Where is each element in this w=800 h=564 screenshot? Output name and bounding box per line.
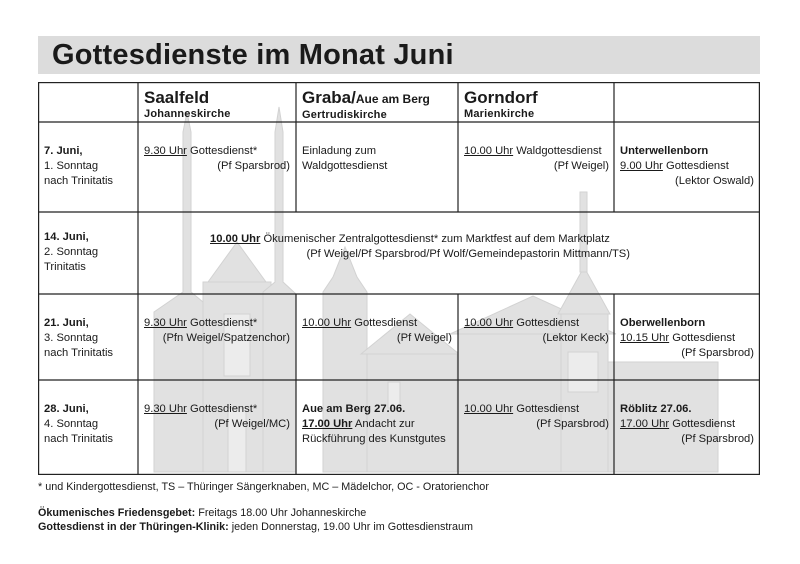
row2-joint-service: 10.00 Uhr Ökumenischer Zentralgottesdienst* zum Marktfest auf dem Marktplatz (Pf Weigel/Pf Sparsbrod/Pf Wolf/Gemeindepastorin Mittmann/TS)	[210, 233, 630, 260]
row1-gorndorf: 10.00 Uhr Waldgottesdienst (Pf Weigel)	[464, 145, 609, 172]
row4-gorndorf: 10.00 Uhr Gottesdienst (Pf Sparsbrod)	[464, 403, 609, 430]
page-title: Gottesdienste im Monat Juni	[52, 39, 454, 71]
note-friedensgebet: Ökumenisches Friedensgebet: Freitags 18.00 Uhr Johanneskirche	[38, 507, 367, 519]
row3-saalfeld: 9.30 Uhr Gottesdienst* (Pfn Weigel/Spatzenchor)	[144, 317, 290, 344]
row4-graba: Aue am Berg 27.06. 17.00 Uhr Andacht zur Rückführung des Kunstgutes	[302, 403, 446, 445]
header-graba: Graba/Aue am Berg Gertrudiskirche	[302, 88, 430, 121]
row4-saalfeld: 9.30 Uhr Gottesdienst* (Pf Weigel/MC)	[144, 403, 290, 430]
schedule-table	[38, 82, 760, 475]
header-gorndorf: Gorndorf Marienkirche	[464, 88, 538, 120]
row1-extra: Unterwellenborn 9.00 Uhr Gottesdienst (Lektor Oswald)	[620, 145, 754, 187]
row3-extra: Oberwellenborn 10.15 Uhr Gottesdienst (Pf Sparsbrod)	[620, 317, 754, 359]
row2-date: 14. Juni, 2. Sonntag Trinitatis	[44, 231, 99, 273]
row1-graba: Einladung zum Waldgottesdienst	[302, 145, 388, 172]
row1-saalfeld: 9.30 Uhr Gottesdienst* (Pf Sparsbrod)	[144, 145, 290, 172]
note-klinik: Gottesdienst in der Thüringen-Klinik: jeden Donnerstag, 19.00 Uhr im Gottesdienstraum	[38, 521, 474, 533]
row3-gorndorf: 10.00 Uhr Gottesdienst (Lektor Keck)	[464, 317, 609, 344]
row1-date: 7. Juni, 1. Sonntag nach Trinitatis	[44, 145, 114, 187]
header-saalfeld: Saalfeld Johanneskirche	[144, 88, 231, 120]
row4-extra: Röblitz 27.06. 17.00 Uhr Gottesdienst (Pf Sparsbrod)	[620, 403, 754, 445]
row3-date: 21. Juni, 3. Sonntag nach Trinitatis	[44, 317, 114, 359]
row3-graba: 10.00 Uhr Gottesdienst (Pf Weigel)	[302, 317, 452, 344]
row4-date: 28. Juni, 4. Sonntag nach Trinitatis	[44, 403, 114, 445]
footnote: * und Kindergottesdienst, TS – Thüringer Sängerknaben, MC – Mädelchor, OC - Oratorienchor	[38, 481, 489, 493]
